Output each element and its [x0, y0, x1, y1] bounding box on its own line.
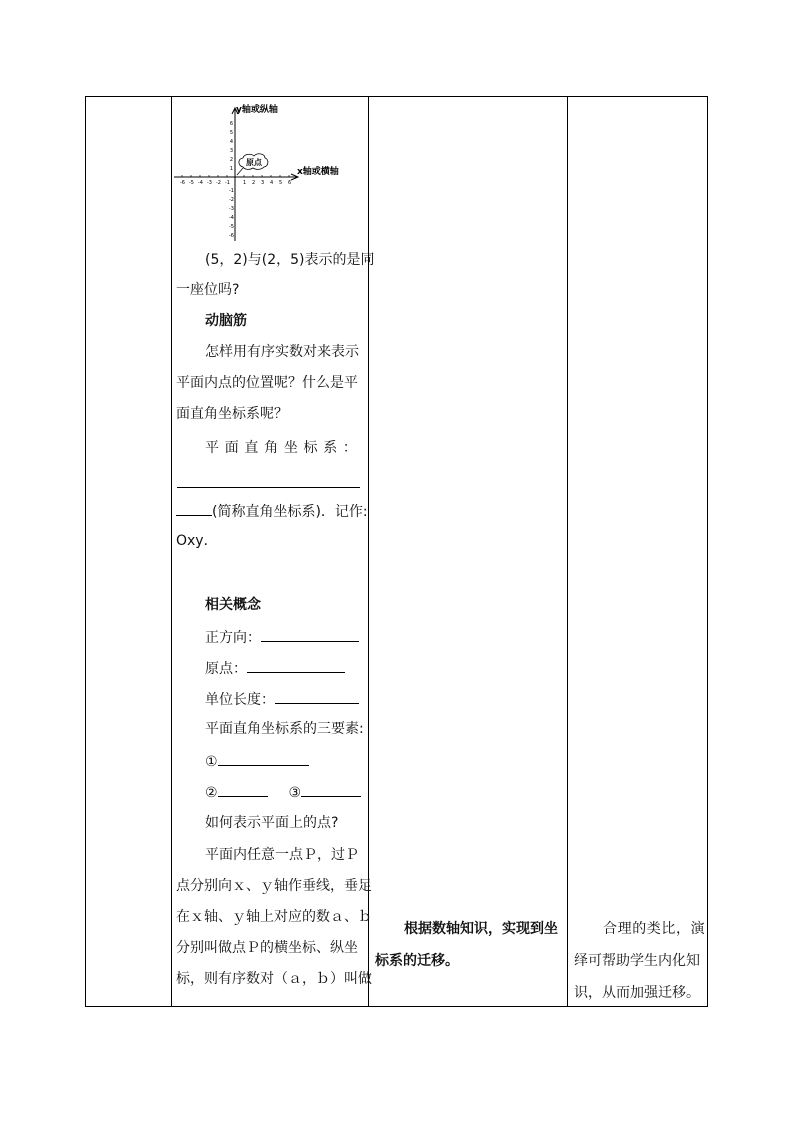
paragraph-line: 分别叫做点Ｐ的横坐标、纵坐: [176, 940, 358, 956]
origin-label: 原点: [246, 158, 262, 167]
y-tick-label: 5: [229, 130, 233, 136]
coordinate-system-figure: [172, 97, 368, 245]
x-tick-label: -1: [225, 180, 230, 186]
y-tick-label: 2: [229, 157, 233, 163]
fill-line: 单位长度：: [205, 690, 359, 708]
x-tick-label: 4: [270, 180, 274, 186]
paragraph-line: Oxy．: [176, 533, 218, 549]
y-tick-label: -4: [229, 215, 234, 221]
intent-line: 标系的迁移。: [375, 953, 459, 969]
heading-think: 动脑筋: [205, 313, 247, 329]
x-tick-label: -5: [189, 180, 194, 186]
y-tick-label: 3: [229, 148, 233, 154]
fill-line: ② ③: [205, 783, 361, 801]
note-line: 识，从而加强迁移。: [574, 985, 700, 1001]
fill-line: 正方向：: [205, 628, 359, 646]
question-line: 一座位吗?: [176, 282, 240, 298]
x-tick-label: 5: [279, 180, 283, 186]
x-tick-label: -6: [180, 180, 185, 186]
content-column: [172, 97, 375, 1006]
x-tick-label: 2: [252, 180, 256, 186]
y-tick-label: 4: [229, 139, 233, 145]
y-tick-label: 1: [229, 166, 233, 172]
x-tick-label: 6: [288, 180, 292, 186]
paragraph-line: 平面内点的位置呢？什么是平: [176, 375, 358, 391]
y-tick-label: -1: [229, 188, 234, 194]
y-tick-label: -2: [229, 197, 234, 203]
x-tick-label: -2: [216, 180, 221, 186]
answer-blank: [261, 628, 359, 642]
x-axis-label: x轴或横轴: [297, 167, 339, 177]
fill-line: ①: [205, 752, 309, 770]
answer-blank: [275, 690, 359, 704]
paragraph-line: 标，则有序数对（ａ，ｂ）叫做: [176, 971, 372, 987]
note-line: 合理的类比，演: [603, 921, 706, 937]
answer-blank: [218, 752, 309, 766]
design-intent-column: [369, 97, 566, 1006]
fill-line: 原点：: [205, 659, 345, 677]
x-tick-label: 1: [243, 180, 247, 186]
definition-blank: [176, 502, 212, 516]
x-tick-label: -4: [198, 180, 203, 186]
y-tick-label: -6: [229, 233, 234, 239]
intent-line: 根据数轴知识，实现到坐: [404, 921, 558, 937]
answer-blank: [247, 659, 345, 673]
note-line: 绎可帮助学生内化知: [574, 953, 700, 969]
y-axis-label: y轴或纵轴: [236, 105, 278, 115]
definition-blank: [177, 487, 360, 488]
paragraph-line: (简称直角坐标系)．记作:: [176, 502, 368, 520]
paragraph-line: 如何表示平面上的点?: [205, 815, 339, 831]
question-line: (5，2)与(2，5)表示的是同: [205, 252, 375, 268]
paragraph-line: 在ｘ轴、ｙ轴上对应的数ａ、ｂ: [176, 909, 372, 925]
answer-blank: [301, 783, 361, 797]
y-tick-label: -5: [229, 224, 234, 230]
paragraph-line: 平面内任意一点Ｐ，过Ｐ: [205, 847, 359, 863]
y-tick-label: -3: [229, 206, 234, 212]
y-tick-label: 6: [229, 121, 233, 127]
paragraph-line: 面直角坐标系呢？: [176, 406, 288, 422]
paragraph-line: 怎样用有序实数对来表示: [205, 344, 359, 360]
answer-blank: [218, 783, 268, 797]
definition-label: 平 面 直 角 坐 标 系 ：: [205, 440, 357, 456]
x-tick-label: -3: [207, 180, 212, 186]
x-tick-label: 3: [261, 180, 265, 186]
heading-concepts: 相关概念: [205, 597, 261, 613]
notes-column: [568, 97, 708, 1006]
lesson-table: [85, 96, 708, 1007]
paragraph-line: 平面直角坐标系的三要素:: [205, 721, 364, 737]
paragraph-line: 点分别向ｘ、ｙ轴作垂线，垂足: [176, 878, 372, 894]
